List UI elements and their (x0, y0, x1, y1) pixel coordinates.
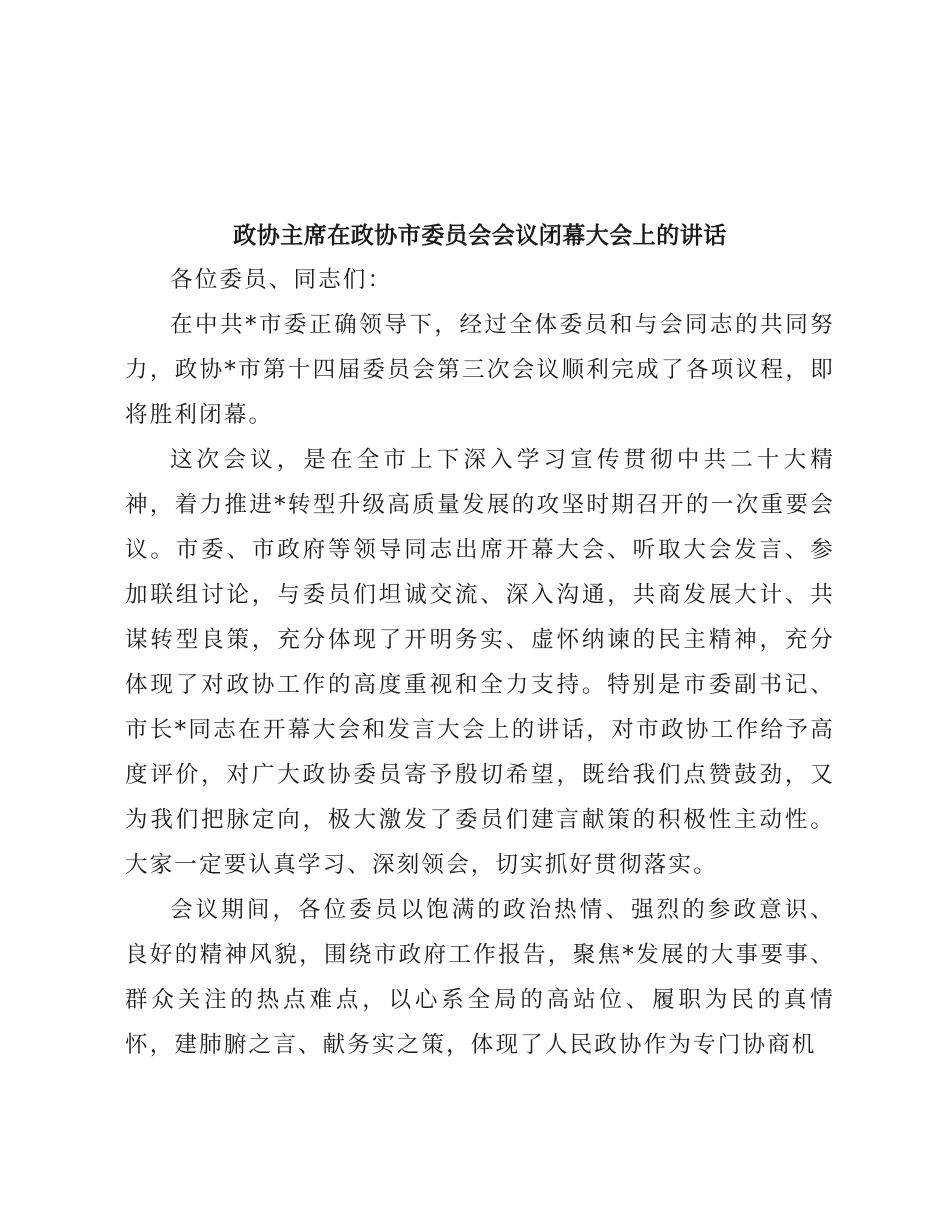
paragraph-2: 这次会议，是在全市上下深入学习宣传贯彻中共二十大精神，着力推进*转型升级高质量发展的攻坚时期召开的一次重要会议。市委、市政府等领导同志出席开幕大会、听取大会发言、参加联组讨论，与委员们坦诚交流、深入沟通，共商发展大计、共谋转型良策，充分体现了开明务实、虚怀纳谏的民主精神，充分体现了对政协工作的高度重视和全力支持。特别是市委副书记、市长*同志在开幕大会和发言大会上的讲话，对市政协工作给予高度评价，对广大政协委员寄予殷切希望，既给我们点赞鼓劲，又为我们把脉定向，极大激发了委员们建言献策的积极性主动性。大家一定要认真学习、深刻领会，切实抓好贯彻落实。 (125, 447, 835, 878)
document-title: 政协主席在政协市委员会会议闭幕大会上的讲话 (233, 222, 727, 249)
document-page (125, 216, 835, 1068)
paragraph-1: 在中共*市委正确领导下，经过全体委员和与会同志的共同努力，政协*市第十四届委员会第三次会议顺利完成了各项议程，即将胜利闭幕。 (125, 312, 835, 428)
paragraph-3: 会议期间，各位委员以饱满的政治热情、强烈的参政意识、良好的精神风貌，围绕市政府工作报告，聚焦*发展的大事要事、群众关注的热点难点，以心系全局的高站位、履职为民的真情怀，建肺腑之言、献务实之策，体现了人民政协作为专门协商机 (125, 897, 835, 1058)
greeting: 各位委员、同志们： (170, 267, 393, 293)
